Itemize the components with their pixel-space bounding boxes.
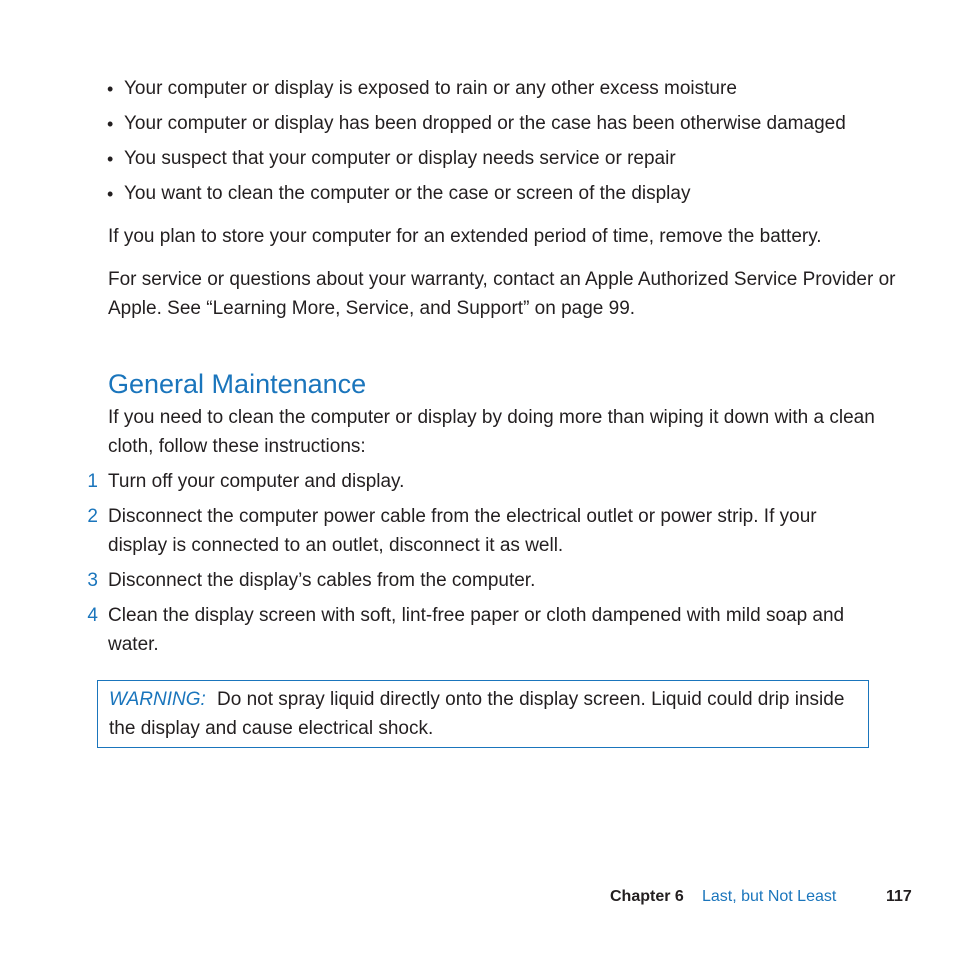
footer-page-number: 117: [886, 888, 912, 905]
bullet-icon: •: [107, 184, 114, 204]
storage-paragraph: If you plan to store your computer for an extended period of time, remove the battery.: [108, 226, 822, 247]
bullet-icon: •: [107, 149, 114, 169]
step-item: [80, 467, 880, 502]
bullet-item: [107, 74, 907, 109]
page-footer: [0, 885, 954, 909]
footer-chapter-label: Chapter 6: [610, 888, 684, 905]
warning-message: Do not spray liquid directly onto the display screen. Liquid could drip inside the display and cause electrical shock.: [109, 689, 845, 739]
bullet-text: You suspect that your computer or display needs service or repair: [124, 148, 676, 169]
step-item: [80, 502, 880, 566]
bullet-item: [107, 109, 907, 144]
step-text: Clean the display screen with soft, lint-free paper or cloth dampened with mild soap and water.: [108, 605, 845, 655]
service-paragraph: For service or questions about your warranty, contact an Apple Authorized Service Provider or Apple. See “Learning More, Service, and Support” on page 99.: [108, 269, 896, 319]
bullet-text: Your computer or display has been dropped or the case has been otherwise damaged: [124, 113, 846, 134]
step-item: [80, 566, 880, 601]
step-text: Turn off your computer and display.: [108, 471, 405, 492]
footer-chapter-title: Last, but Not Least: [702, 888, 837, 905]
step-number: 3: [87, 570, 98, 591]
bullet-item: [107, 144, 907, 179]
step-item: [80, 601, 880, 665]
step-text: Disconnect the display’s cables from the computer.: [108, 570, 536, 591]
step-number: 4: [87, 605, 98, 626]
condition-bullet-list: [107, 74, 907, 214]
bullet-text: You want to clean the computer or the case or screen of the display: [124, 183, 691, 204]
warning-label: WARNING:: [109, 689, 206, 710]
bullet-text: Your computer or display is exposed to rain or any other excess moisture: [124, 78, 737, 99]
warning-text-block: [109, 685, 859, 743]
maintenance-steps-list: [80, 467, 880, 665]
bullet-icon: •: [107, 114, 114, 134]
bullet-item: [107, 179, 907, 214]
step-number: 2: [87, 506, 98, 527]
section-intro: If you need to clean the computer or display by doing more than wiping it down with a clean cloth, follow these instructions:: [108, 407, 875, 457]
step-text: Disconnect the computer power cable from the electrical outlet or power strip. If your display is connected to an outlet, disconnect it as well.: [108, 506, 817, 556]
bullet-icon: •: [107, 79, 114, 99]
warning-callout: [97, 680, 869, 748]
section-heading: General Maintenance: [108, 369, 367, 399]
step-number: 1: [87, 471, 98, 492]
